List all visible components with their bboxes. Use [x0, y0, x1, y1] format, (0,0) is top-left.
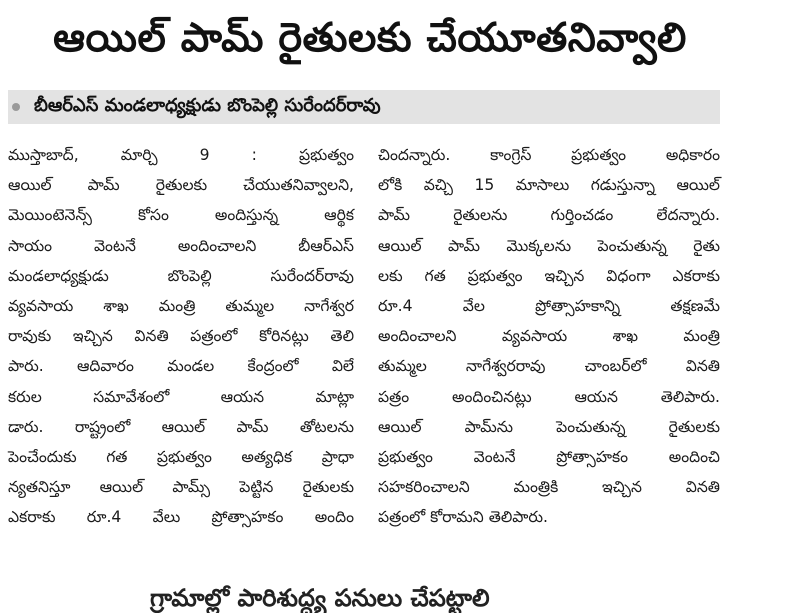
body-line: తుమ్మల నాగేశ్వరరావు చాంబర్‌లో వినతి: [378, 357, 720, 376]
body-line: ప్రభుత్వం వెంటనే ప్రోత్సాహకం అందించి: [378, 447, 720, 466]
body-line: లోకి వచ్చి 15 మాసాలు గడుస్తున్నా ఆయిల్: [378, 176, 720, 195]
subtitle-bar: [8, 90, 720, 124]
body-line: మండలాధ్యక్షుడు బొంపెల్లి సురేందర్‌రావు: [8, 266, 354, 285]
body-line: పెంచేందుకు గత ప్రభుత్వం అత్యధిక ప్రాధా: [8, 447, 354, 466]
body-line: డారు. రాష్ట్రంలో ఆయిల్ పామ్ తోటలను: [8, 417, 354, 436]
next-headline-fragment: గ్రామాల్లో పారిశుద్ధ్య పనులు చేపట్టాలి: [150, 584, 490, 612]
body-line: ఆయిల్ పామ్ మొక్కలను పెంచుతున్న రైతు: [378, 236, 720, 255]
body-line: సాయం వెంటనే అందించాలని బీఆర్ఎస్: [8, 236, 354, 255]
body-line: కరుల సమావేశంలో ఆయన మాట్లా: [8, 387, 354, 406]
body-line: పత్రం అందించినట్లు ఆయన తెలిపారు.: [378, 387, 720, 406]
article-column-left: [8, 140, 354, 532]
body-line: రూ.4 వేల ప్రోత్సాహకాన్ని తక్షణమే: [378, 296, 720, 315]
body-line: పత్రంలో కోరామని తెలిపారు.: [378, 508, 548, 527]
body-line: ముస్తాబాద్, మార్చి 9 : ప్రభుత్వం: [8, 146, 354, 164]
body-line: వ్యవసాయ శాఖ మంత్రి తుమ్మల నాగేశ్వర: [8, 296, 354, 315]
body-line: అందించాలని వ్యవసాయ శాఖ మంత్రి: [378, 327, 720, 346]
body-line: రావుకు ఇచ్చిన వినతి పత్రంలో కోరినట్లు తెలి: [8, 327, 354, 346]
article-column-right: [378, 140, 720, 532]
body-line: ఎకరాకు రూ.4 వేలు ప్రోత్సాహకం అందిం: [8, 508, 354, 527]
body-line: మెయింటెనెన్స్ కోసం అందిస్తున్న ఆర్థిక: [8, 206, 354, 225]
bullet-icon: [12, 103, 20, 111]
body-line: చిందన్నారు. కాంగ్రెస్ ప్రభుత్వం అధికారం: [378, 146, 720, 164]
body-line: న్యతనిస్తూ ఆయిల్ పామ్స్ పెట్టిన రైతులకు: [8, 478, 354, 497]
article-subtitle: బీఆర్ఎస్ మండలాధ్యక్షుడు బొంపెల్లి సురేందర్‌రావు: [34, 94, 381, 116]
body-line: పారు. ఆదివారం మండల కేంద్రంలో విలే: [8, 357, 354, 376]
body-line: లకు గత ప్రభుత్వం ఇచ్చిన విధంగా ఎకరాకు: [378, 266, 720, 285]
body-line: ఆయిల్ పామ్ రైతులకు చేయుతనివ్వాలని,: [8, 176, 354, 195]
body-line: పామ్ రైతులను గుర్తించడం లేదన్నారు.: [378, 206, 720, 225]
article-headline: ఆయిల్ పామ్ రైతులకు చేయూతనివ్వాలి: [53, 15, 687, 61]
body-line: సహకరించాలని మంత్రికి ఇచ్చిన వినతి: [378, 478, 720, 497]
body-line: ఆయిల్ పామ్‌ను పెంచుతున్న రైతులకు: [378, 417, 720, 436]
